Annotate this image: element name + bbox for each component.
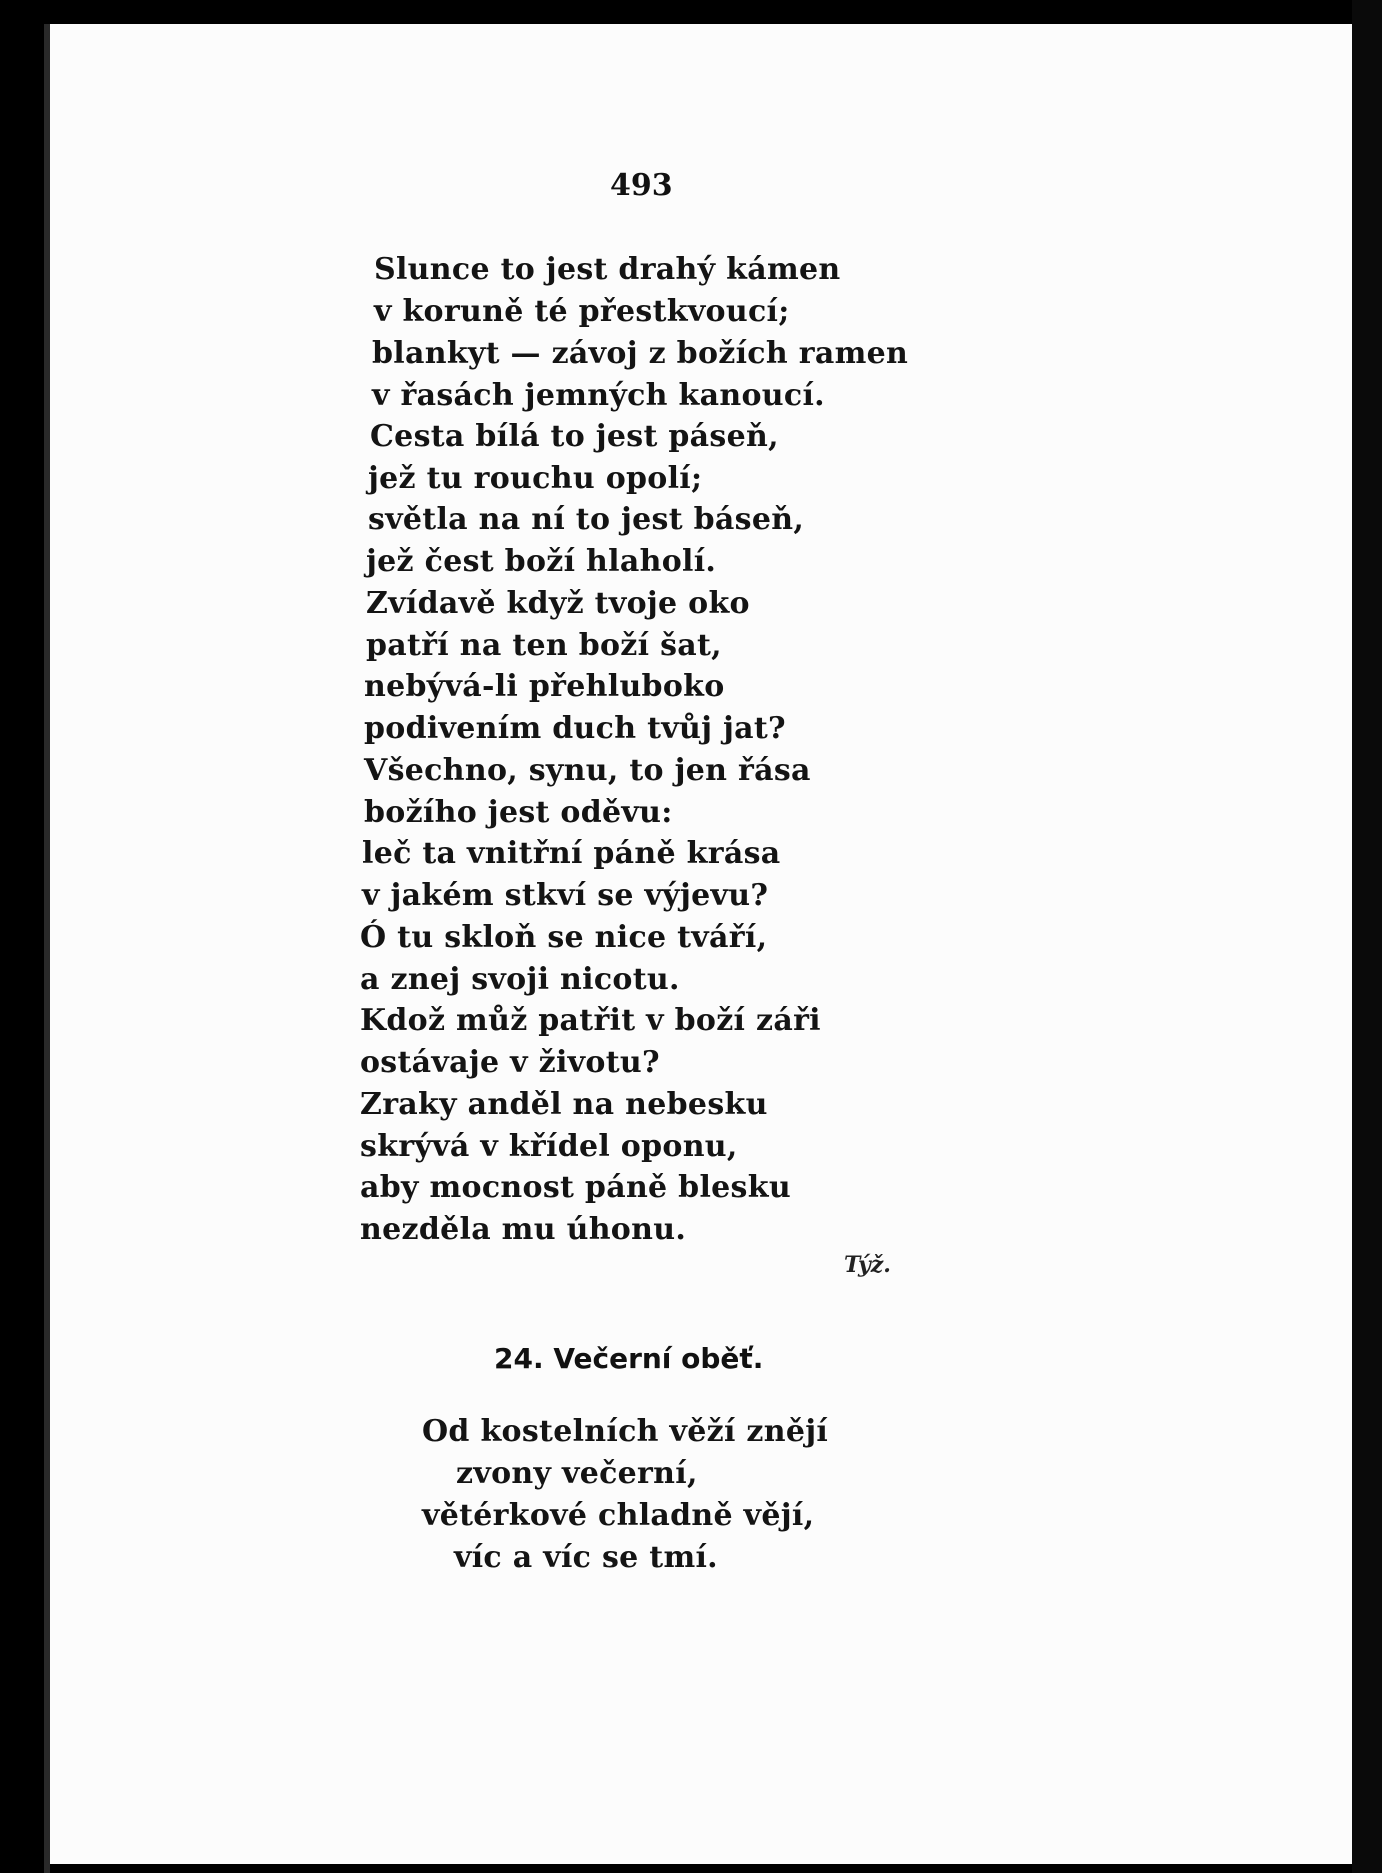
poem-line: podivením duch tvůj jat? <box>364 711 786 746</box>
poem-line: nezděla mu úhonu. <box>360 1212 687 1247</box>
poem-line: aby mocnost páně blesku <box>360 1170 791 1205</box>
poem-line: v koruně té přestkvoucí; <box>374 294 790 329</box>
poem-line: a znej svoji nicotu. <box>360 962 680 997</box>
poem-line: Ó tu skloň se nice tváří, <box>360 920 768 955</box>
poem-line: Cesta bílá to jest páseň, <box>370 419 779 454</box>
section-line: víc a víc se tmí. <box>454 1540 718 1575</box>
poem-attribution: Týž. <box>844 1252 891 1278</box>
section-line: větérkové chladně vějí, <box>422 1498 815 1533</box>
poem-line: Zraky anděl na nebesku <box>360 1087 768 1122</box>
poem-line: jež čest boží hlaholí. <box>366 544 717 579</box>
poem-line: Všechno, synu, to jen řása <box>364 753 811 788</box>
poem-line: v řasách jemných kanoucí. <box>372 378 825 413</box>
poem-line: patří na ten boží šat, <box>366 628 722 663</box>
poem-line: ostávaje v životu? <box>360 1045 660 1080</box>
poem-line: skrývá v křídel oponu, <box>360 1129 738 1164</box>
poem-line: Kdož můž patřit v boží záři <box>360 1003 821 1038</box>
page-right-edge <box>1352 0 1382 1873</box>
section-heading: 24. Večerní oběť. <box>494 1342 764 1375</box>
poem-line: leč ta vnitřní páně krása <box>362 836 781 871</box>
poem-line: v jakém stkví se výjevu? <box>362 878 769 913</box>
poem-line: božího jest oděvu: <box>364 795 673 830</box>
section-line: zvony večerní, <box>456 1456 698 1491</box>
section-line: Od kostelních věží znějí <box>422 1414 829 1449</box>
page-gutter-edge <box>44 24 50 1873</box>
poem-line: blankyt — závoj z božích ramen <box>372 336 909 371</box>
poem-line: světla na ní to jest báseň, <box>368 502 805 537</box>
poem-line: Zvídavě když tvoje oko <box>366 586 750 621</box>
page-number: 493 <box>610 168 673 203</box>
poem-line: jež tu rouchu opolí; <box>368 461 703 496</box>
poem-line: Slunce to jest drahý kámen <box>374 252 841 287</box>
poem-line: nebývá-li přehluboko <box>364 669 725 704</box>
